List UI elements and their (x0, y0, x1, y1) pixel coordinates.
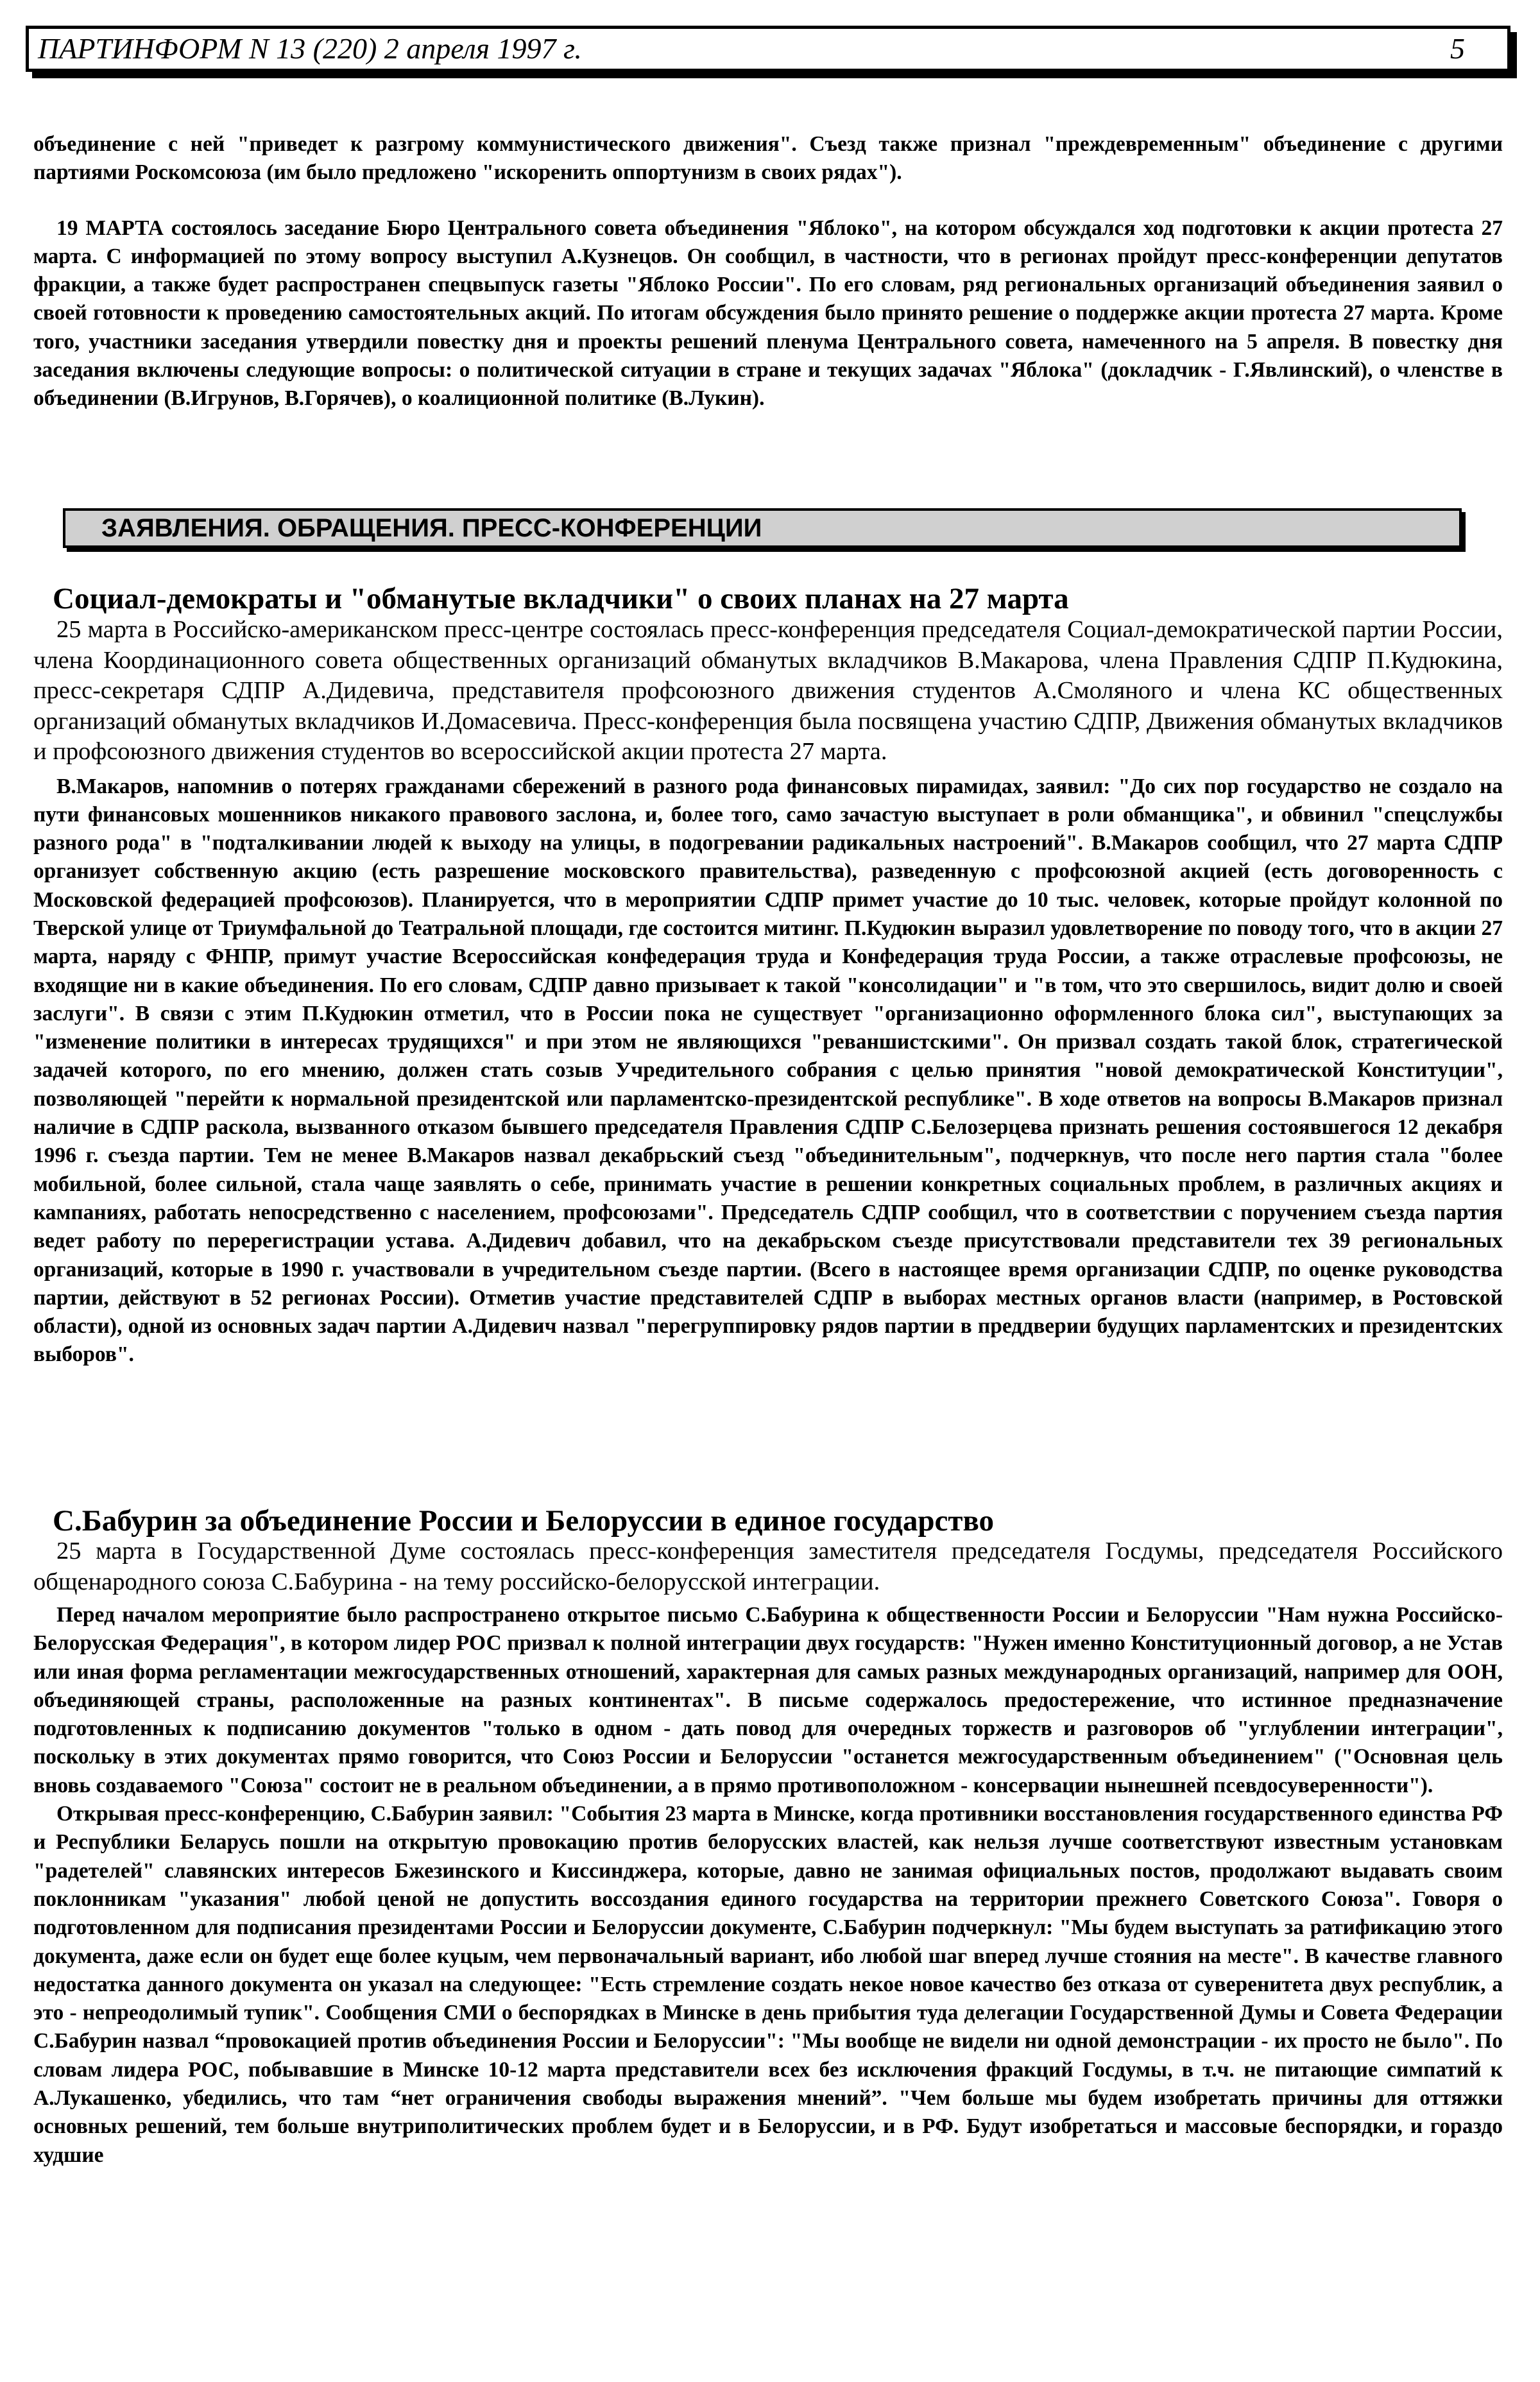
article-lead: 25 марта в Государственной Думе состоялась пресс-конференция заместителя председателя Госдумы, председателя Российского общенародного союза С.Бабурина - на тему российско-белорусской интеграции. (33, 1538, 1503, 1595)
article-lead: 25 марта в Российско-американском пресс-центре состоялась пресс-конференция председателя Социал-демократической партии России, члена Координационного совета общественных организаций обманутых вкладчиков В.Макарова, члена Правления СДПР П.Кудюкина, пресс-секретаря СДПР А.Дидевича, представителя профсоюзного движения студентов А.Смоляного и члена КС общественных организаций обманутых вкладчиков И.Домасевича. Пресс-конференция была посвящена участию СДПР, Движения обманутых вкладчиков и профсоюзного движения студентов во всероссийской акции протеста 27 марта. (33, 616, 1503, 765)
article-heading: С.Бабурин за объединение России и Белоруссии в единое государство (53, 1504, 995, 1538)
publication-title: ПАРТИНФОРМ N 13 (220) 2 апреля 1997 г. (38, 32, 582, 65)
paragraph: 19 МАРТА состоялось заседание Бюро Центрального совета объединения "Яблоко", на котором обсуждался ход подготовки к акции протеста 27 марта. С информацией по этому вопросу выступил А.Кузнецов. Он сообщил, в частности, что в регионах пройдут пресс-конференции депутатов фракции, а также будет распространен спецвыпуск газеты "Яблоко России". По его словам, ряд региональных организаций объединения заявил о своей готовности к проведению самостоятельных акций. По итогам обсуждения было принято решение о поддержке акции протеста 27 марта. Кроме того, участники заседания утвердили повестку дня и проекты решений пленума Центрального совета, намеченного на 5 апреля. В повестку дня заседания включены следующие вопросы: о политической ситуации в стране и текущих задачах "Яблока" (докладчик - Г.Явлинский), о членстве в объединении (В.Игрунов, В.Горячев), о коалиционной политике (В.Лукин). (33, 216, 1503, 411)
section-bar (63, 508, 1462, 548)
section-title: ЗАЯВЛЕНИЯ. ОБРАЩЕНИЯ. ПРЕСС-КОНФЕРЕНЦИИ (101, 514, 762, 542)
article-body: Перед началом мероприятие было распространено открытое письмо С.Бабурина к общественности России и Белоруссии "Нам нужна Российско-Белорусская Федерация", в котором лидер РОС призвал к полной интеграции двух государств: "Нужен именно Конституционный договор, а не Устав или иная форма регламентации межгосударственных отношений, характерная для самых разных международных организаций, например для ООН, объединяющей страны, расположенные на разных континентах". В письме содержалось предостережение, что истинное предназначение подготовленных к подписанию документов "только в одном - дать повод для очередных торжеств и разговоров об "углублении интеграции", поскольку в этих документах прямо говорится, что Союз России и Белоруссии "останется межгосударственным объединением" ("Основная цель вновь создаваемого "Союза" состоит не в реальном объединении, а в прямо противоположном - консервации нынешней псевдосуверенности"). (33, 1603, 1503, 1797)
article-baburin (33, 1536, 1503, 2170)
paragraph: объединение с ней "приведет к разгрому коммунистического движения". Съезд также признал "преждевременным" объединение с другими партиями Роскомсоюза (им было предложено "искоренить оппортунизм в своих рядах"). (33, 132, 1503, 185)
article-body: В.Макаров, напомнив о потерях гражданами сбережений в разного рода финансовых пирамидах, заявил: "До сих пор государство не создало на пути финансовых мошенников никакого правового заслона, и, более того, само зачастую выступает в роли обманщика", и обвинил "спецслужбы разного рода" в "подталкивании людей к выходу на улицы, в подогревании радикальных настроений". В.Макаров сообщил, что 27 марта СДПР организует собственную акцию (есть разрешение московского правительства), разведенную с профсоюзной акцией (есть договоренность с Московской федерацией профсоюзов). Планируется, что в мероприятии СДПР примет участие до 10 тыс. человек, которые пройдут колонной по Тверской улице от Триумфальной до Театральной площади, где состоится митинг. П.Кудюкин выразил удовлетворение по поводу того, что в акции 27 марта, наряду с ФНПР, примут участие Всероссийская конфедерация труда и Конфедерация труда России, а также отраслевые профсоюзы, не входящие ни в какие объединения. По его словам, СДПР давно призывает к такой "консолидации" и "в том, что это свершилось, видит долю и своей заслуги". В связи с этим П.Кудюкин отметил, что в России пока не существует "организационно оформленного блока сил", выступающих за "изменение политики в интересах трудящихся" и при этом не являющихся "реваншистскими". Он призвал создать такой блок, стратегической задачей которого, по его мнению, должен стать созыв Учредительного собрания с целью принятия "новой демократической Конституции", позволяющей "перейти к нормальной президентской или парламентско-президентской республике". В ходе ответов на вопросы В.Макаров признал наличие в СДПР раскола, вызванного отказом бывшего председателя Правления СДПР С.Белозерцева признать решения состоявшегося 12 декабря 1996 г. съезда партии. Тем не менее В.Макаров назвал декабрьский съезд "объединительным", подчеркнув, что после него партия стала "более мобильной, более сильной, стала чаще заявлять о себе, принимать участие в решении конкретных социальных проблем, в различных акциях и кампаниях, работать непосредственно с населением, профсоюзами". Председатель СДПР сообщил, что в соответствии с поручением съезда партия ведет работу по перерегистрации устава. А.Дидевич добавил, что на декабрьском съезде присутствовали представители тех 39 региональных организаций, которые в 1990 г. участвовали в учредительном съезде партии. (Всего в настоящее время организации СДПР, по оценке руководства партии, действуют в 52 регионах России). Отметив участие представителей СДПР в выборах местных органов власти (например, в Ростовской области), одной из основных задач партии А.Дидевич назвал "перегруппировку рядов партии в преддверии будущих парламентских и президентских выборов". (33, 774, 1503, 1367)
article-social-democrats (33, 615, 1503, 1369)
page-header (26, 26, 1510, 72)
article-body: Открывая пресс-конференцию, С.Бабурин заявил: "События 23 марта в Минске, когда противники восстановления государственного единства РФ и Республики Беларусь пошли на открытую провокацию против белорусских властей, как нельзя лучше соответствуют известным установкам "радетелей" славянских интересов Бжезинского и Киссинджера, которые, давно не занимая официальных постов, продолжают выдавать своим поклонникам "указания" любой ценой не допустить воссоздания единого государства на территории прежнего Советского Союза". Говоря о подготовленном для подписания президентами России и Белоруссии документе, С.Бабурин подчеркнул: "Мы будем выступать за ратификацию этого документа, даже если он будет еще более куцым, чем первоначальный вариант, ибо любой шаг вперед лучше стояния на месте". В качестве главного недостатка данного документа он указал на следующее: "Есть стремление создать некое новое качество без отказа от суверенитета двух республик, а это - непреодолимый тупик". Сообщения СМИ о беспорядках в Минске в день прибытия туда делегации Государственной Думы и Совета Федерации С.Бабурин назвал “провокацией против объединения России и Белоруссии": "Мы вообще не видели ни одной демонстрации - их просто не было". По словам лидера РОС, побывавшие в Минске 10-12 марта представители всех без исключения фракций Госдумы, в т.ч. не питающие симпатий к А.Лукашенко, убедились, что там “нет ограничения свободы выражения мнений”. "Чем больше мы будем изобретать причины для оттяжки основных решений, тем больше внутриполитических проблем будет и в Белоруссии, и в РФ. Будут изобретаться и массовые беспорядки, и гораздо худшие (33, 1802, 1503, 2167)
top-paragraphs (33, 130, 1503, 413)
page-number: 5 (1450, 32, 1465, 65)
article-heading: Социал-демократы и "обманутые вкладчики" о своих планах на 27 марта (53, 582, 1069, 615)
